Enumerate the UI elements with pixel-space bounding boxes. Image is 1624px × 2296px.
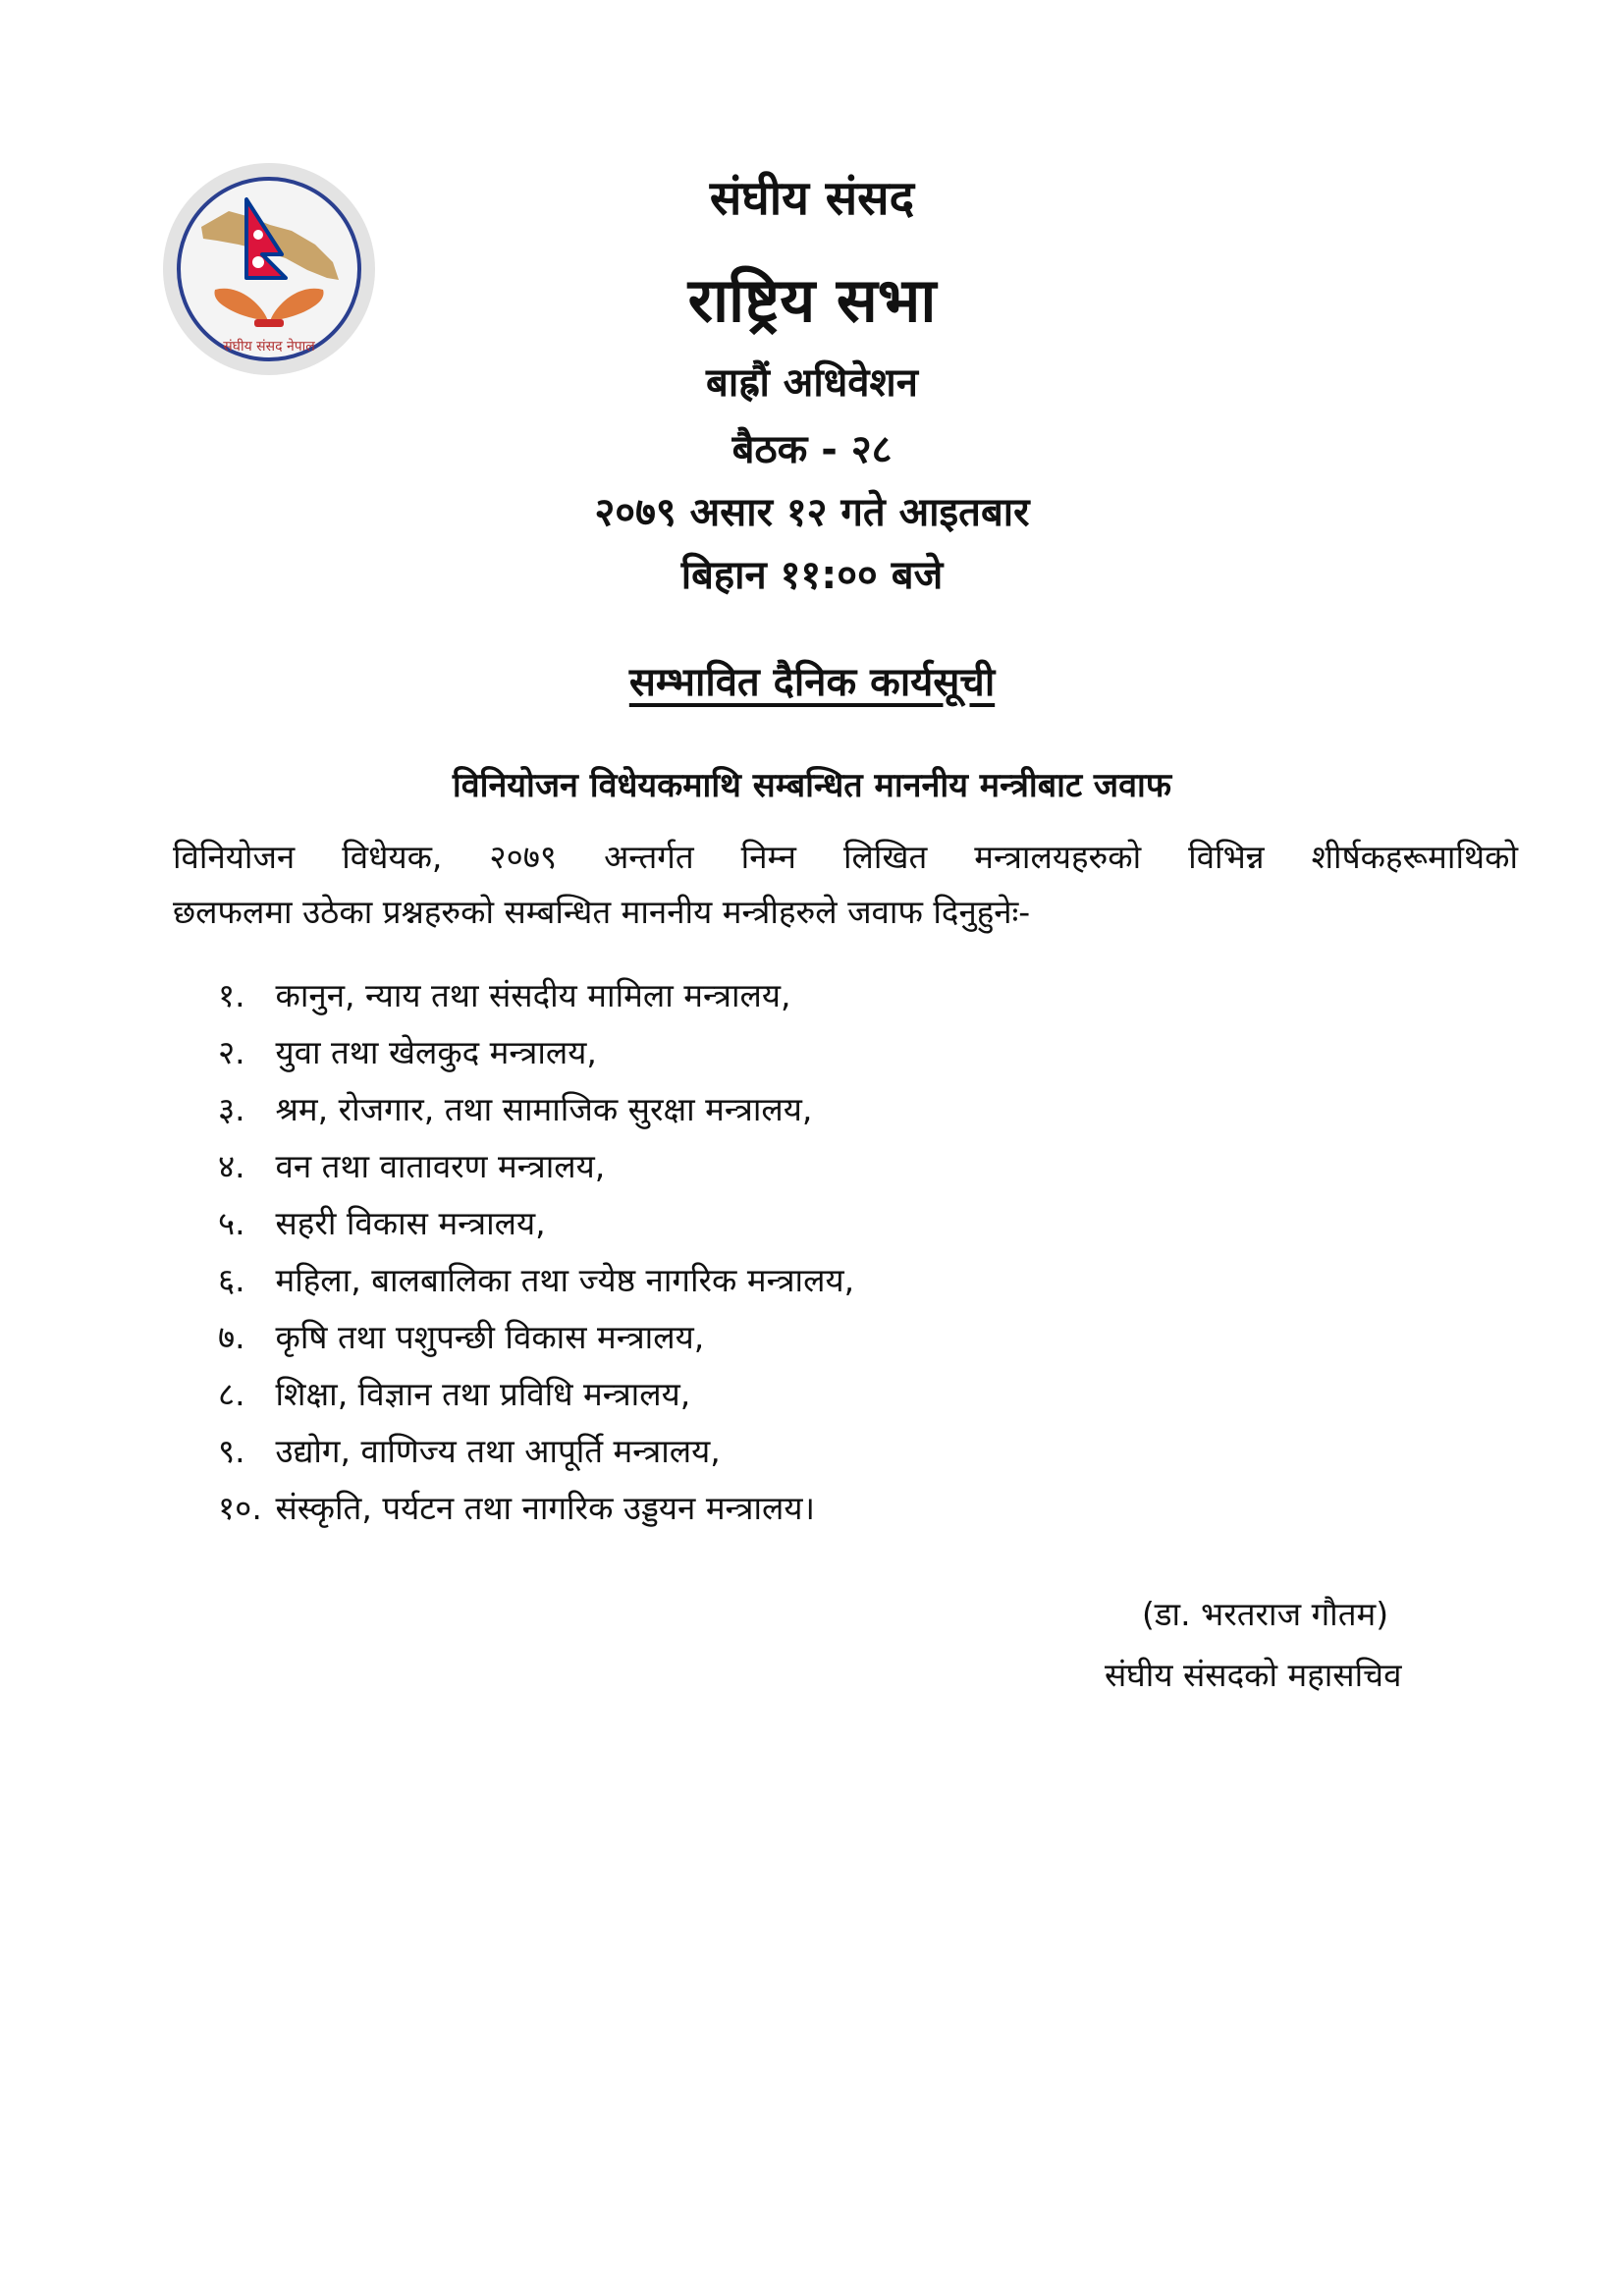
list-item [218,1081,854,1138]
signatory-name: (डा. भरतराज गौतम) [1142,1595,1389,1633]
list-item-number: ९. [218,1432,245,1470]
list-item-text: कानुन, न्याय तथा संसदीय मामिला मन्त्रालय, [275,976,791,1014]
document-title: सम्भावित दैनिक कार्यसूची [628,660,996,705]
list-item-number: १०. [218,1489,262,1527]
list-item-number: ७. [218,1318,245,1356]
list-item [218,967,854,1024]
list-item [218,1366,854,1423]
signatory-title: संघीय संसदको महासचिव [1105,1656,1402,1694]
list-item [218,1423,854,1480]
ministry-list [218,967,854,1537]
list-item-text: संस्कृति, पर्यटन तथा नागरिक उड्डयन मन्त्रालय। [275,1489,816,1527]
paragraph-line-1: विनियोजन विधेयक, २०७९ अन्तर्गत निम्न लिखित मन्त्रालयहरुको विभिन्न शीर्षकहरूमाथिको [173,838,1518,876]
list-item [218,1195,854,1252]
list-item [218,1024,854,1081]
parliament-name: संघीय संसद [709,171,915,226]
list-item-number: ८. [218,1375,245,1413]
list-item-number: ३. [218,1090,245,1128]
agenda-paragraph [173,830,1518,940]
list-item-number: ४. [218,1147,245,1185]
list-item-text: श्रम, रोजगार, तथा सामाजिक सुरक्षा मन्त्रालय, [275,1090,813,1128]
list-item-text: शिक्षा, विज्ञान तथा प्रविधि मन्त्रालय, [275,1375,691,1413]
list-item [218,1252,854,1309]
list-item-text: युवा तथा खेलकुद मन्त्रालय, [275,1033,597,1071]
paragraph-line-2: छलफलमा उठेका प्रश्नहरुको सम्बन्धित माननीय मन्त्रीहरुले जवाफ दिनुहुनेः- [173,893,1031,931]
sitting-number: बैठक - २८ [731,427,893,472]
list-item-number: ६. [218,1261,245,1299]
list-item-text: सहरी विकास मन्त्रालय, [275,1204,546,1242]
list-item-text: वन तथा वातावरण मन्त्रालय, [275,1147,606,1185]
list-item-number: ५. [218,1204,245,1242]
list-item-text: कृषि तथा पशुपन्छी विकास मन्त्रालय, [275,1318,705,1356]
meeting-date: २०७९ असार १२ गते आइतबार [594,490,1030,535]
meeting-time: बिहान ११:०० बजे [680,553,944,598]
list-item-number: १. [218,976,245,1014]
list-item-text: महिला, बालबालिका तथा ज्येष्ठ नागरिक मन्त्रालय, [275,1261,855,1299]
list-item [218,1138,854,1195]
agenda-subheading: विनियोजन विधेयकमाथि सम्बन्धित माननीय मन्त्रीबाट जवाफ [452,766,1172,805]
list-item [218,1309,854,1366]
logo-text: संघीय संसद नेपाल [223,339,315,355]
house-name: राष्ट्रिय सभा [687,264,937,336]
list-item-number: २. [218,1033,245,1071]
list-item-text: उद्योग, वाणिज्य तथा आपूर्ति मन्त्रालय, [275,1432,721,1470]
list-item [218,1480,854,1537]
session-label: बाह्रौं अधिवेशन [706,360,918,406]
